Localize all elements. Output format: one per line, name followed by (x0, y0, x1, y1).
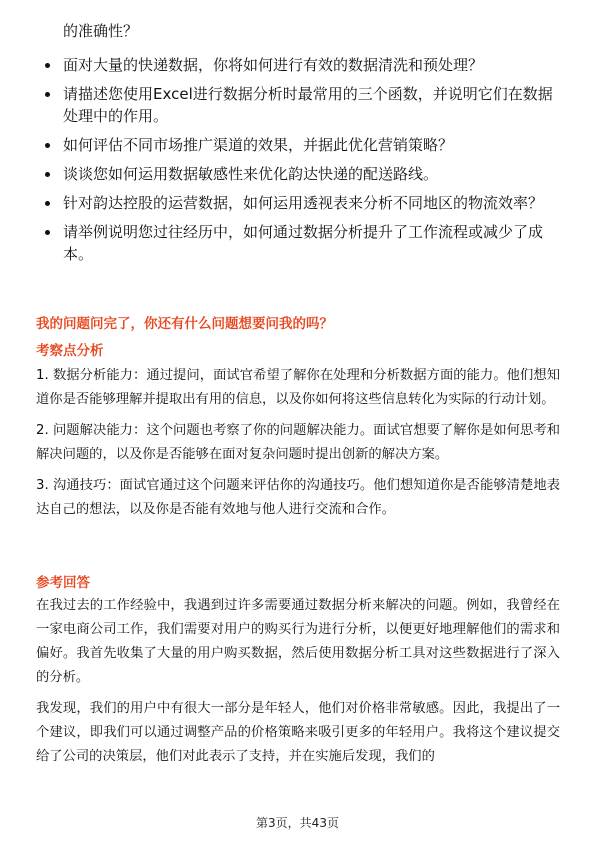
list-item: 针对韵达控股的运营数据，如何运用透视表来分析不同地区的物流效率？ (42, 192, 562, 214)
analysis-point: 3. 沟通技巧：面试官通过这个问题来评估你的沟通技巧。他们想知道你是否能够清楚地表达自己的想法，以及你是否能有效地与他人进行交流和合作。 (36, 478, 560, 517)
analysis-heading: 考察点分析 (36, 343, 104, 359)
reference-answer (36, 594, 560, 776)
list-item: 如何评估不同市场推广渠道的效果，并据此优化营销策略？ (42, 134, 562, 156)
continuation-text: 的准确性？ (63, 22, 139, 40)
list-item: 谈谈您如何运用数据敏感性来优化韵达快递的配送路线。 (42, 163, 562, 185)
analysis-point: 1. 数据分析能力：通过提问，面试官希望了解你在处理和分析数据方面的能力。他们想知道你是否能够理解并提取出有用的信息，以及你如何将这些信息转化为实际的行动计划。 (36, 368, 560, 407)
analysis-point: 2. 问题解决能力：这个问题也考察了你的问题解决能力。面试官想要了解你是如何思考和解决问题的，以及你是否能够在面对复杂问题时提出创新的解决方案。 (36, 423, 560, 462)
analysis-points (36, 364, 560, 529)
list-item: 请举例说明您过往经历中，如何通过数据分析提升了工作流程或减少了成本。 (42, 221, 562, 265)
reference-heading: 参考回答 (36, 575, 90, 591)
list-item: 面对大量的快递数据，你将如何进行有效的数据清洗和预处理？ (42, 54, 562, 76)
list-item: 请描述您使用Excel进行数据分析时最常用的三个函数，并说明它们在数据处理中的作用。 (42, 83, 562, 127)
answer-paragraph: 我发现，我们的用户中有很大一部分是年轻人，他们对价格非常敏感。因此，我提出了一个建议，即我们可以通过调整产品的价格策略来吸引更多的年轻用户。我将这个建议提交给了公司的决策层，他们对此表示了支持，并在实施后发现，我们的 (36, 701, 560, 764)
answer-paragraph: 在我过去的工作经验中，我遇到过许多需要通过数据分析来解决的问题。例如，我曾经在一家电商公司工作，我们需要对用户的购买行为进行分析，以便更好地理解他们的需求和偏好。我首先收集了大量的用户购买数据，然后使用数据分析工具对这些数据进行了深入的分析。 (36, 598, 560, 685)
question-list (42, 54, 562, 272)
page-number: 第3页，共43页 (256, 816, 339, 830)
main-question-heading: 我的问题问完了，你还有什么问题想要问我的吗？ (36, 316, 333, 332)
